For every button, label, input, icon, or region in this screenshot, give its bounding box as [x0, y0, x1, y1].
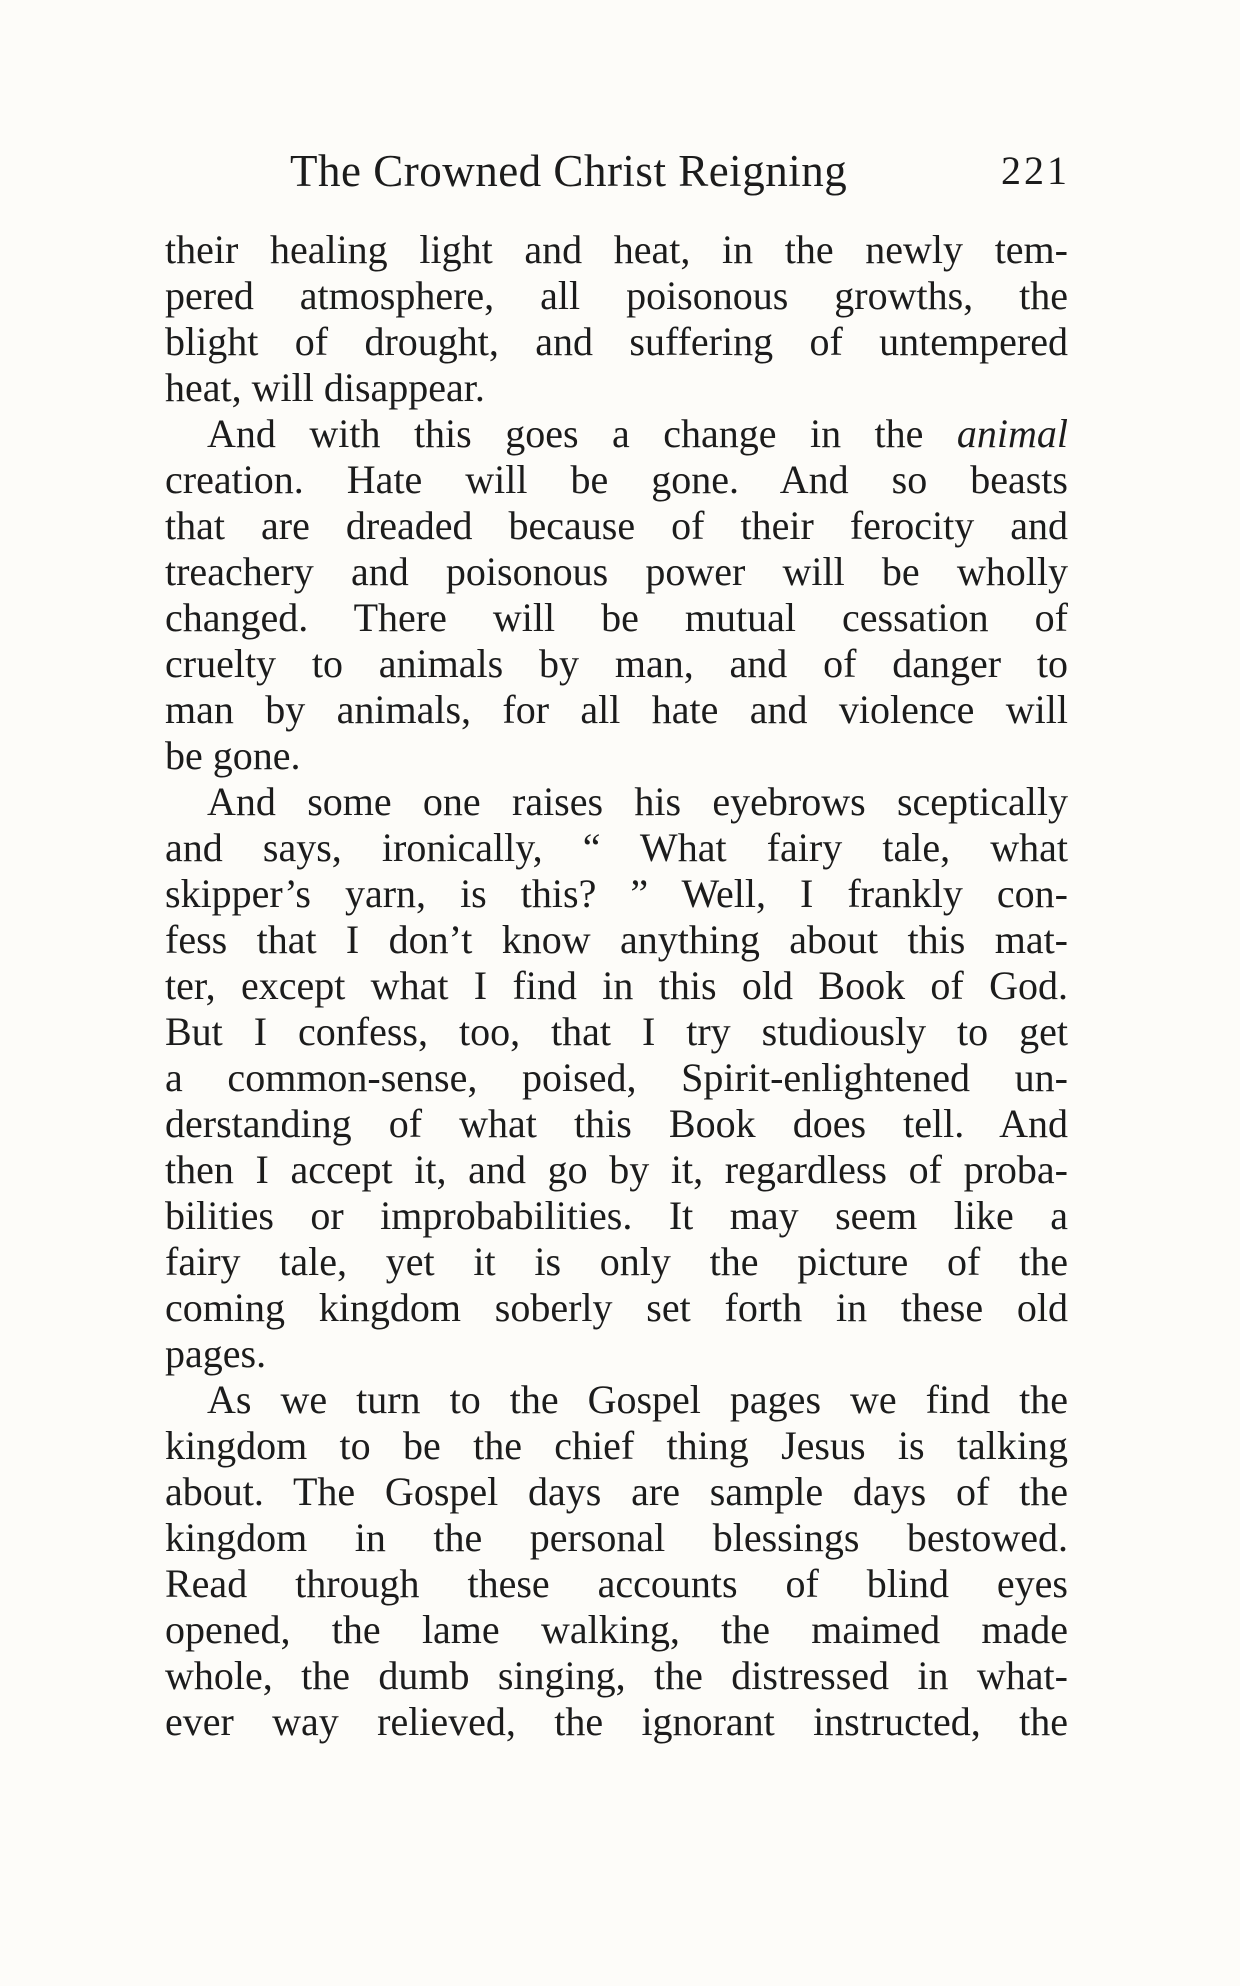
paragraph	[165, 779, 1068, 1377]
text-line: cruelty to animals by man, and of danger to	[165, 641, 1068, 686]
text-line: be gone.	[165, 733, 301, 778]
text-line: about. The Gospel days are sample days of the	[165, 1469, 1068, 1514]
text-line: and says, ironically, “ What fairy tale, what	[165, 825, 1068, 870]
running-head	[290, 145, 1070, 205]
text-line: kingdom to be the chief thing Jesus is talking	[165, 1423, 1068, 1468]
text-line: kingdom in the personal blessings bestowed.	[165, 1515, 1068, 1560]
text-line: And some one raises his eyebrows sceptically	[207, 779, 1068, 824]
text-line: treachery and poisonous power will be wholly	[165, 549, 1068, 594]
text-line: Read through these accounts of blind eyes	[165, 1561, 1068, 1606]
text-line: a common-sense, poised, Spirit-enlightened un-	[165, 1055, 1068, 1100]
text-line: derstanding of what this Book does tell. And	[165, 1101, 1068, 1146]
text-line: blight of drought, and suffering of untempered	[165, 319, 1068, 364]
text-line: skipper’s yarn, is this? ” Well, I frankly con-	[165, 871, 1068, 916]
text-line: heat, will disappear.	[165, 365, 485, 410]
text-line: pages.	[165, 1331, 267, 1376]
text-line: whole, the dumb singing, the distressed in what-	[165, 1653, 1068, 1698]
text-line: that are dreaded because of their ferocity and	[165, 503, 1068, 548]
text-line	[165, 411, 1068, 457]
text-line: creation. Hate will be gone. And so beasts	[165, 457, 1068, 502]
text-line: ever way relieved, the ignorant instructed, the	[165, 1699, 1068, 1744]
paragraph	[165, 227, 1068, 411]
paragraph	[165, 411, 1068, 779]
text-line: then I accept it, and go by it, regardless of proba-	[165, 1147, 1068, 1192]
text-line: opened, the lame walking, the maimed made	[165, 1607, 1068, 1652]
italic-word: animal	[956, 411, 1069, 456]
running-title: The Crowned Christ Reigning	[290, 146, 848, 196]
text-line: changed. There will be mutual cessation of	[165, 595, 1068, 640]
page-number: 221	[1001, 148, 1070, 193]
text-line: As we turn to the Gospel pages we find the	[207, 1377, 1068, 1422]
text-line: fess that I don’t know anything about this mat-	[165, 917, 1068, 962]
text-line: ter, except what I find in this old Book of God.	[165, 963, 1068, 1008]
paragraph	[165, 1377, 1068, 1745]
text-line: man by animals, for all hate and violence will	[165, 687, 1068, 732]
body-text	[165, 227, 1068, 1745]
text-line: their healing light and heat, in the newly tem-	[165, 227, 1068, 272]
text-line: But I confess, too, that I try studiously to get	[165, 1009, 1068, 1054]
text-line: pered atmosphere, all poisonous growths, the	[165, 273, 1068, 318]
text-line-start: And with this goes a change in the	[207, 411, 924, 456]
text-line: coming kingdom soberly set forth in these old	[165, 1285, 1068, 1330]
text-line: bilities or improbabilities. It may seem like a	[165, 1193, 1068, 1238]
text-line: fairy tale, yet it is only the picture of the	[165, 1239, 1068, 1284]
